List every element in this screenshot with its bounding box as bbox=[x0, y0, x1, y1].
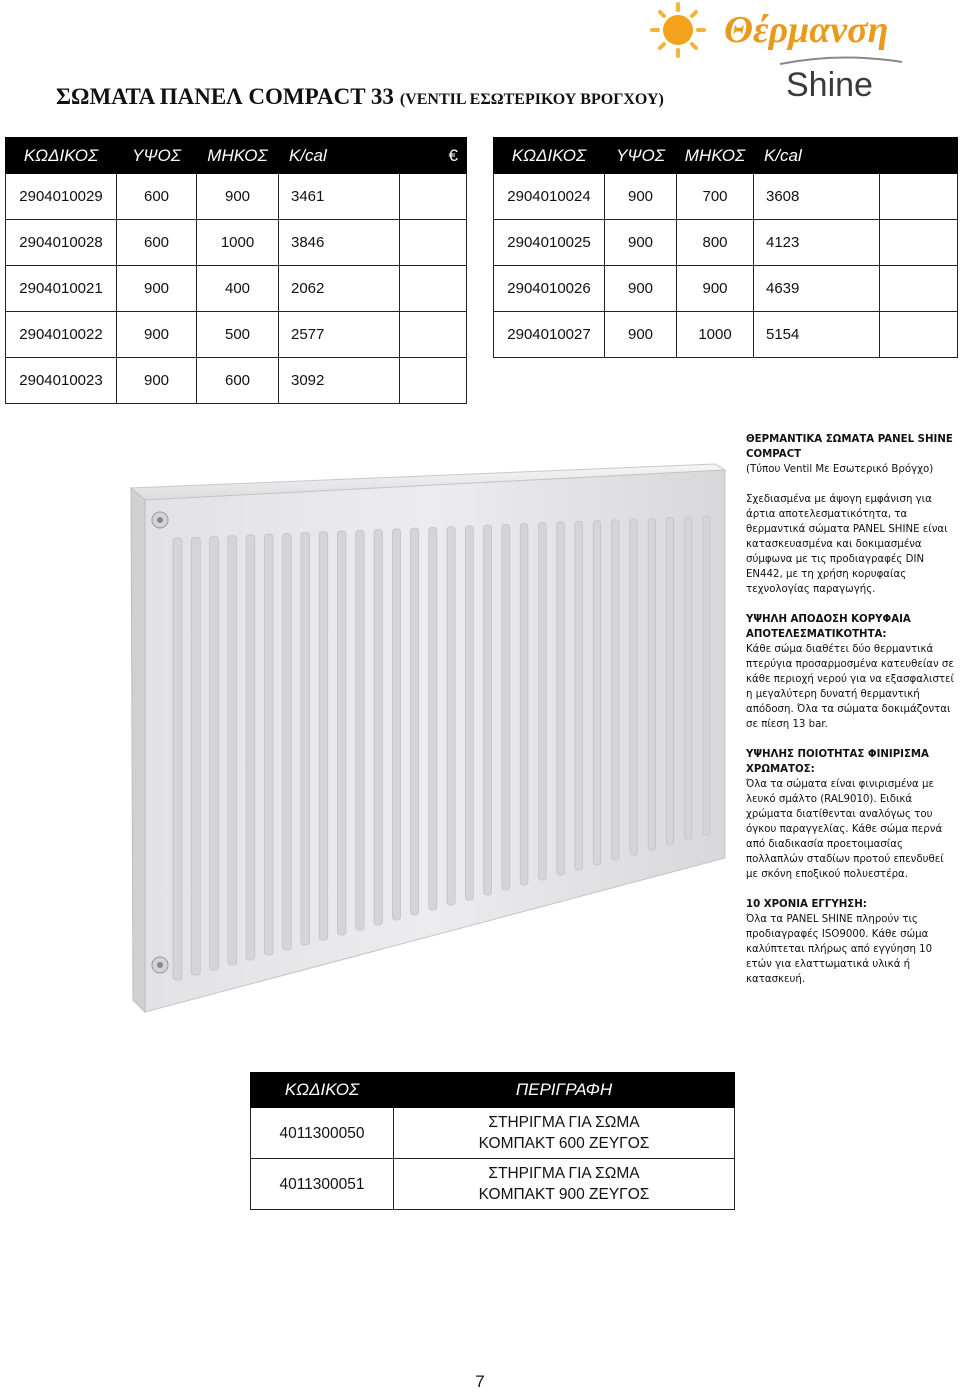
cell-height: 900 bbox=[117, 266, 197, 312]
cell-price bbox=[880, 174, 958, 220]
title-main: ΣΩΜΑΤΑ ΠΑΝΕΛ COMPACT 33 bbox=[56, 84, 394, 109]
cell-code: 2904010029 bbox=[6, 174, 117, 220]
description-line: ΚΟΜΠΑΚΤ 900 ΖΕΥΓΟΣ bbox=[478, 1186, 650, 1203]
cell-price bbox=[400, 220, 467, 266]
table-header-row bbox=[6, 138, 467, 174]
description-intro: Σχεδιασμένα με άψογη εμφάνιση για άρτια αποτελεσματικότητα, τα θερμαντικά σώματα PANEL SHINE είναι κατασκευασμένα και δοκιμασμένα σύμφωνα με τις προδιαγραφές DIN EN442, με τη χρήση κορυφαίας τεχνολογίας παραγωγής. bbox=[746, 494, 948, 595]
table-row bbox=[6, 220, 467, 266]
cell-code: 4011300051 bbox=[251, 1159, 394, 1210]
cell-kcal: 4123 bbox=[754, 220, 880, 266]
product-table-left bbox=[5, 137, 467, 404]
cell-code: 2904010028 bbox=[6, 220, 117, 266]
cell-code: 2904010024 bbox=[494, 174, 605, 220]
cell-length: 400 bbox=[197, 266, 279, 312]
cell-code: 4011300050 bbox=[251, 1108, 394, 1159]
cell-description bbox=[394, 1108, 735, 1159]
cell-code: 2904010026 bbox=[494, 266, 605, 312]
description-heading: ΘΕΡΜΑΝΤΙΚΑ ΣΩΜΑΤΑ PANEL SHINE COMPACT bbox=[746, 434, 953, 460]
cell-height: 900 bbox=[605, 266, 677, 312]
cell-length: 1000 bbox=[197, 220, 279, 266]
table-row bbox=[494, 220, 958, 266]
cell-length: 1000 bbox=[677, 312, 754, 358]
table-row bbox=[251, 1108, 735, 1159]
cell-price bbox=[400, 358, 467, 404]
product-table-right bbox=[493, 137, 958, 358]
page-number: 7 bbox=[475, 1372, 485, 1391]
section-title-warranty: 10 ΧΡΟΝΙΑ ΕΓΓΥΗΣΗ: bbox=[746, 899, 867, 910]
table-row bbox=[6, 312, 467, 358]
logo-brand: Shine bbox=[786, 66, 873, 104]
cell-code: 2904010027 bbox=[494, 312, 605, 358]
radiator-image bbox=[125, 460, 730, 1015]
table-row bbox=[6, 358, 467, 404]
cell-length: 800 bbox=[677, 220, 754, 266]
table-row bbox=[494, 174, 958, 220]
cell-price bbox=[400, 174, 467, 220]
sun-icon bbox=[652, 4, 704, 56]
cell-price bbox=[400, 312, 467, 358]
description-line: ΣΤΗΡΙΓΜΑ ΓΙΑ ΣΩΜΑ bbox=[488, 1114, 640, 1131]
section-title-finish: ΥΨΗΛΗΣ ΠΟΙΟΤΗΤΑΣ ΦΙΝΙΡΙΣΜΑ ΧΡΩΜΑΤΟΣ: bbox=[746, 749, 929, 775]
cell-length: 700 bbox=[677, 174, 754, 220]
cell-height: 900 bbox=[605, 174, 677, 220]
cell-length: 900 bbox=[197, 174, 279, 220]
page-title bbox=[56, 84, 664, 110]
title-subtitle: (VENTIL ΕΣΩΤΕΡΙΚΟΥ ΒΡΟΓΧΟΥ) bbox=[399, 91, 664, 108]
cell-length: 600 bbox=[197, 358, 279, 404]
table-row bbox=[494, 266, 958, 312]
cell-height: 900 bbox=[117, 358, 197, 404]
header-euro: € bbox=[400, 138, 467, 174]
cell-kcal: 3608 bbox=[754, 174, 880, 220]
cell-price bbox=[880, 220, 958, 266]
header-kcal: K/cal bbox=[279, 138, 400, 174]
section-text-performance: Κάθε σώμα διαθέτει δύο θερμαντικά πτερύγια προσαρμοσμένα κατευθείαν σε κάθε περιοχή νερού για να εξασφαλιστεί η μεγαλύτερη δυνατή θερμαντική απόδοση. Όλα τα σώματα δοκιμάζονται σε πίεση 13 bar. bbox=[746, 644, 954, 730]
header-height: ΥΨΟΣ bbox=[117, 138, 197, 174]
header-kcal: K/cal bbox=[754, 138, 880, 174]
cell-kcal: 3461 bbox=[279, 174, 400, 220]
header-code: ΚΩΔΙΚΟΣ bbox=[6, 138, 117, 174]
cell-height: 900 bbox=[605, 312, 677, 358]
cell-height: 600 bbox=[117, 220, 197, 266]
cell-code: 2904010025 bbox=[494, 220, 605, 266]
header-height: ΥΨΟΣ bbox=[605, 138, 677, 174]
brand-logo bbox=[640, 0, 960, 108]
header-description: ΠΕΡΙΓΡΑΦΗ bbox=[394, 1073, 735, 1108]
cell-kcal: 3092 bbox=[279, 358, 400, 404]
section-text-warranty: Όλα τα PANEL SHINE πληρούν τις προδιαγραφές ISO9000. Κάθε σώμα καλύπτεται πλήρως από εγγύηση 10 ετών για ελαττωματικά υλικά ή κατασκευή. bbox=[746, 914, 933, 985]
product-description bbox=[746, 432, 956, 1002]
description-line: ΚΟΜΠΑΚΤ 600 ΖΕΥΓΟΣ bbox=[478, 1135, 650, 1152]
cell-kcal: 2577 bbox=[279, 312, 400, 358]
cell-length: 900 bbox=[677, 266, 754, 312]
cell-code: 2904010022 bbox=[6, 312, 117, 358]
cell-height: 600 bbox=[117, 174, 197, 220]
cell-height: 900 bbox=[117, 312, 197, 358]
cell-length: 500 bbox=[197, 312, 279, 358]
header-length: ΜΗΚΟΣ bbox=[197, 138, 279, 174]
cell-kcal: 2062 bbox=[279, 266, 400, 312]
cell-description bbox=[394, 1159, 735, 1210]
header-code: ΚΩΔΙΚΟΣ bbox=[494, 138, 605, 174]
description-heading-sub: (Τύπου Ventil Με Εσωτερικό Βρόγχο) bbox=[746, 464, 934, 475]
table-header-row bbox=[494, 138, 958, 174]
cell-price bbox=[880, 266, 958, 312]
header-code: ΚΩΔΙΚΟΣ bbox=[251, 1073, 394, 1108]
cell-kcal: 5154 bbox=[754, 312, 880, 358]
cell-price bbox=[400, 266, 467, 312]
logo-text: Θέρμανση bbox=[724, 9, 889, 51]
cell-height: 900 bbox=[605, 220, 677, 266]
table-header-row bbox=[251, 1073, 735, 1108]
cell-code: 2904010021 bbox=[6, 266, 117, 312]
table-row bbox=[251, 1159, 735, 1210]
cell-kcal: 3846 bbox=[279, 220, 400, 266]
section-title-performance: ΥΨΗΛΗ ΑΠΟΔΟΣΗ ΚΟΡΥΦΑΙΑ ΑΠΟΤΕΛΕΣΜΑΤΙΚΟΤΗΤΑ: bbox=[746, 614, 911, 640]
cell-code: 2904010023 bbox=[6, 358, 117, 404]
cell-price bbox=[880, 312, 958, 358]
header-length: ΜΗΚΟΣ bbox=[677, 138, 754, 174]
accessories-table bbox=[250, 1072, 735, 1210]
table-row bbox=[494, 312, 958, 358]
description-line: ΣΤΗΡΙΓΜΑ ΓΙΑ ΣΩΜΑ bbox=[488, 1165, 640, 1182]
table-row bbox=[6, 266, 467, 312]
section-text-finish: Όλα τα σώματα είναι φινιρισμένα με λευκό σμάλτο (RAL9010). Ειδικά χρώματα διατίθενται αναλόγως του όγκου παραγγελίας. Κάθε σώμα περνά από διαδικασία προετοιμασίας πολλαπλών σταδίων προτού επενδυθεί με σκόνη εποξικού πολυεστέρα. bbox=[746, 779, 944, 880]
cell-kcal: 4639 bbox=[754, 266, 880, 312]
header-empty bbox=[880, 138, 958, 174]
table-row bbox=[6, 174, 467, 220]
